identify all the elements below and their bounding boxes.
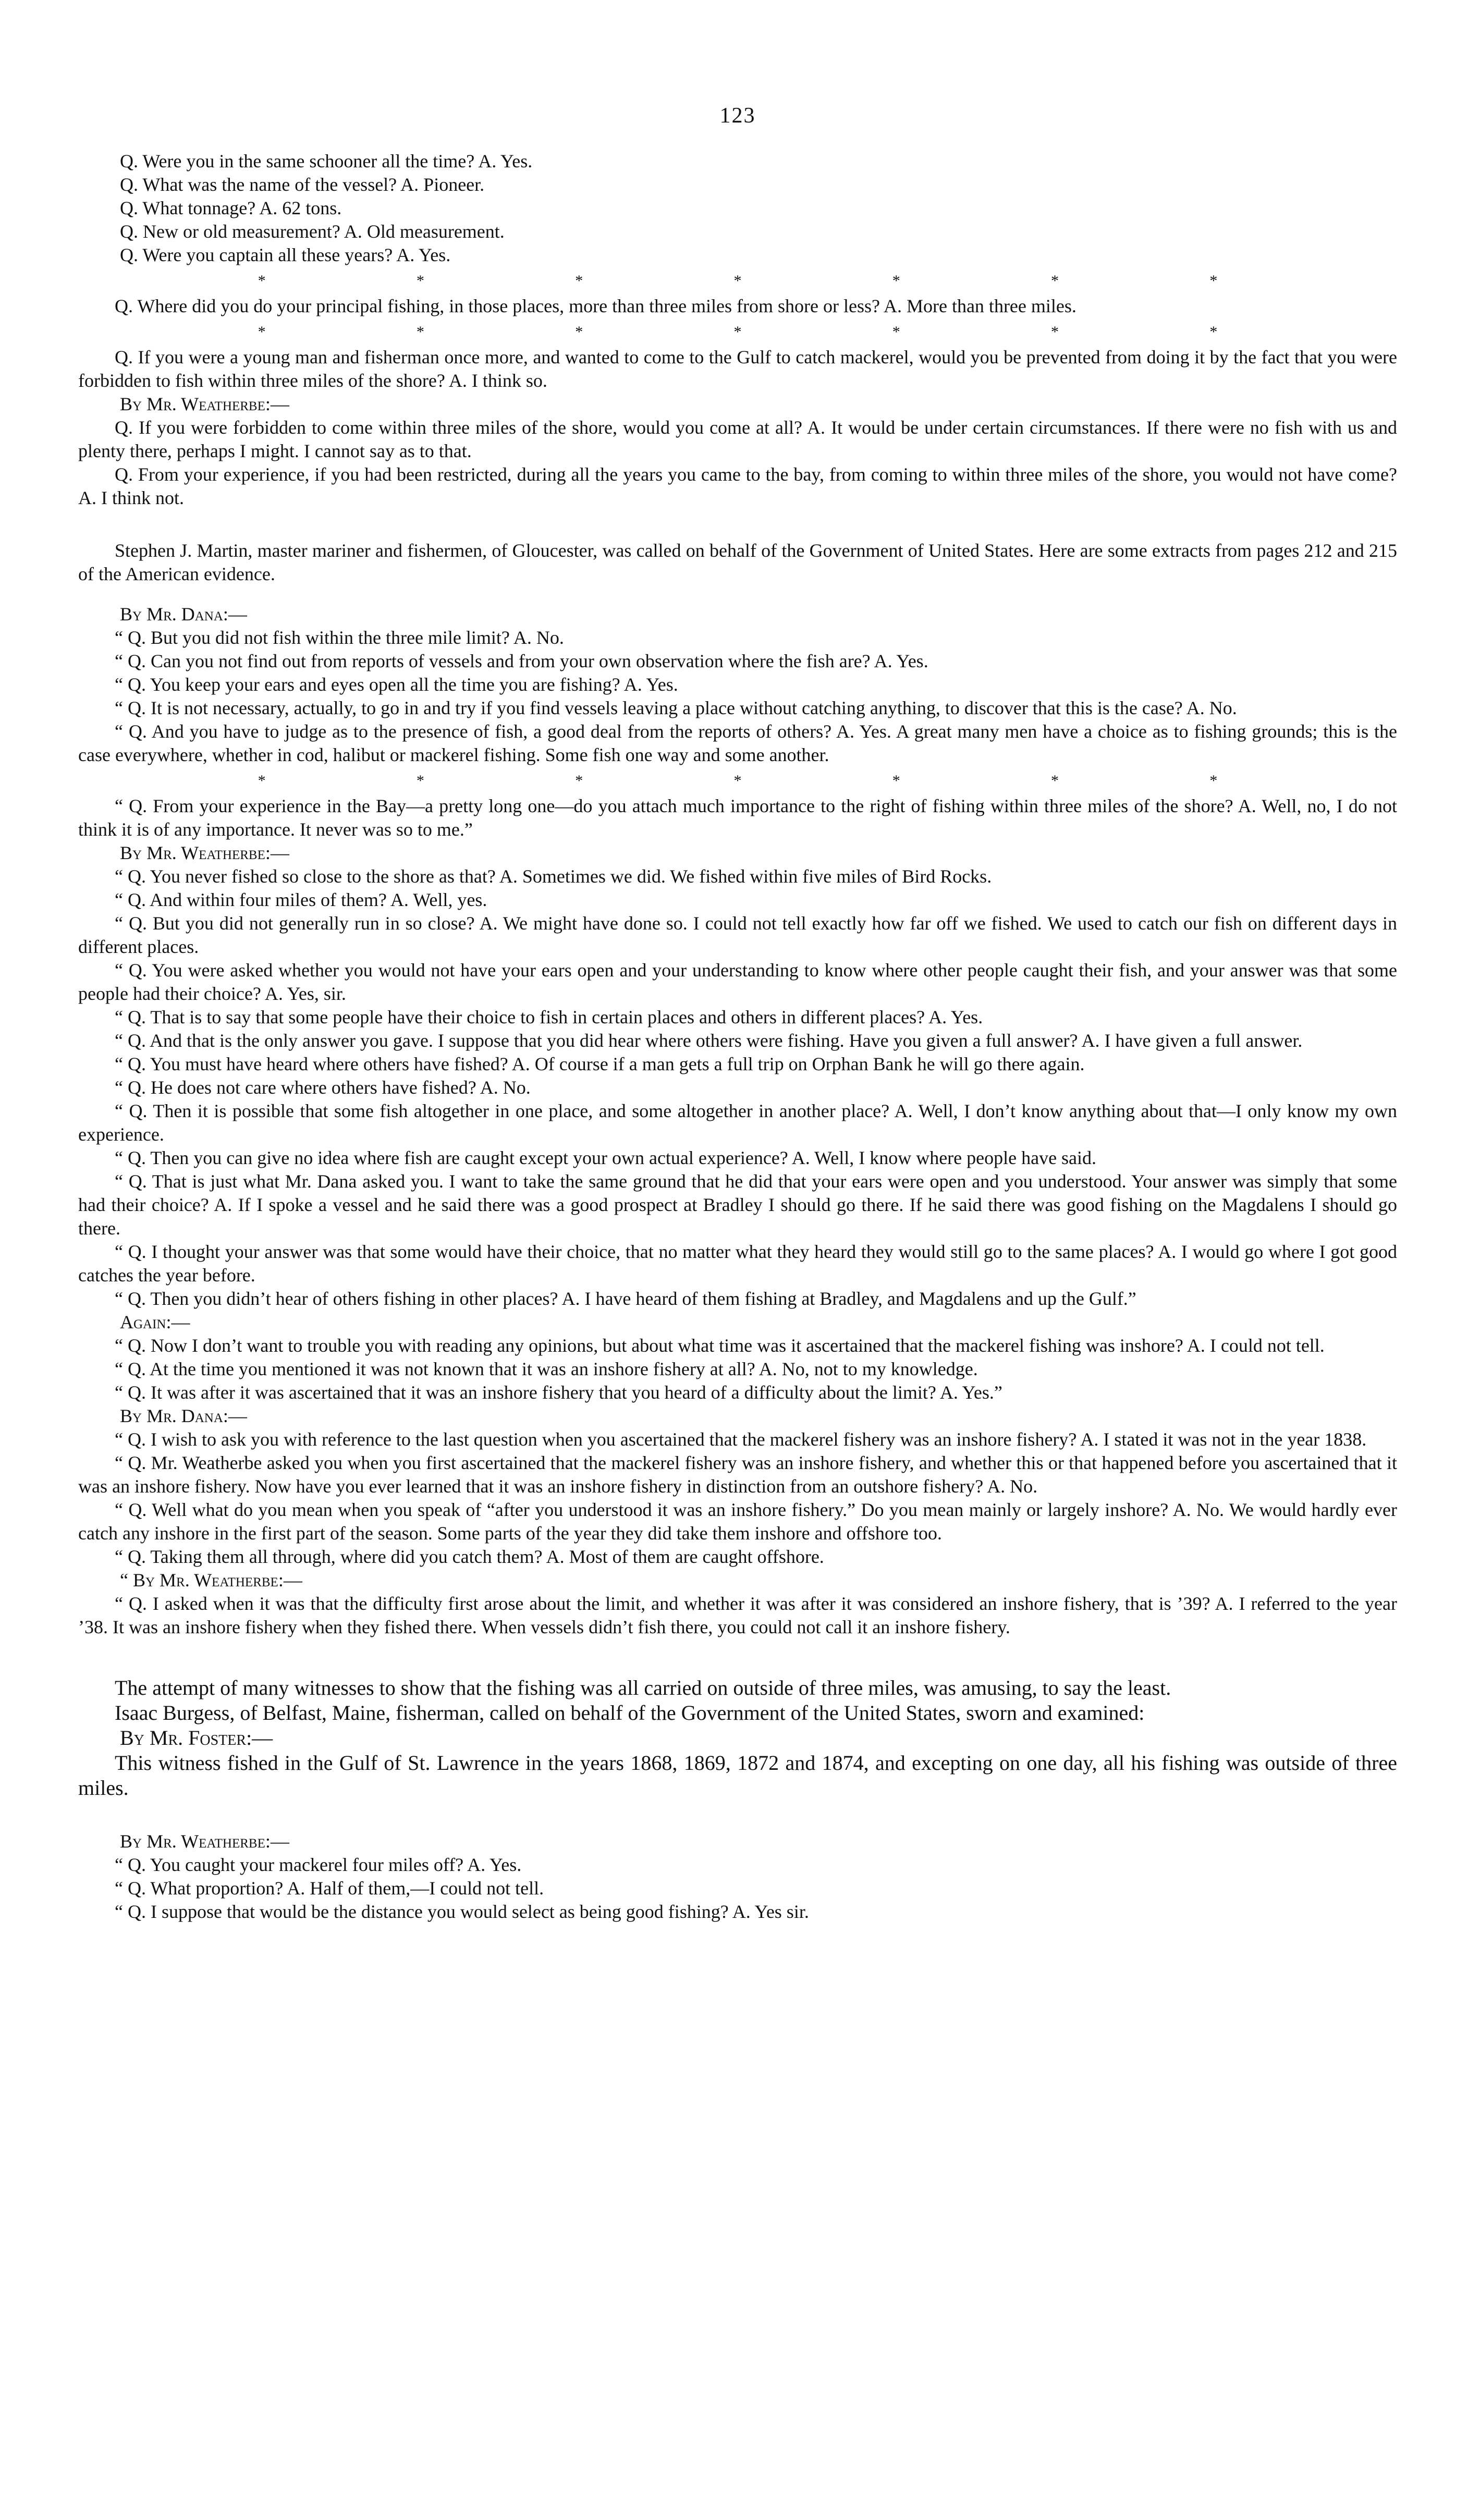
asterisk: * xyxy=(575,272,583,289)
closing-paragraph: The attempt of many witnesses to show that the fishing was all carried on outside of three miles, was amusing, to say the least. xyxy=(115,1676,1171,1699)
quoted-qa: “ Q. You were asked whether you would not have your ears open and your understanding to know where other people caught their fish, and your answer was that some people had their choice? A. Yes, sir. xyxy=(78,960,1397,1004)
qa-line: Q. What was the name of the vessel? A. Pioneer. xyxy=(120,174,485,195)
qa-block-final xyxy=(78,1830,1397,1924)
asterisk-separator xyxy=(78,269,1397,292)
asterisk: * xyxy=(258,323,266,340)
quoted-qa: “ Q. And within four miles of them? A. Well, yes. xyxy=(115,889,487,910)
quoted-qa: “ Q. What proportion? A. Half of them,—I could not tell. xyxy=(115,1878,544,1899)
asterisk: * xyxy=(258,272,266,289)
asterisk: * xyxy=(733,772,742,789)
quoted-qa: “ Q. I suppose that would be the distance you would select as being good fishing? A. Yes sir. xyxy=(115,1901,809,1922)
quoted-qa: “ Q. But you did not generally run in so close? A. We might have done so. I could not tell exactly how far off we fished. We used to catch our fish on different days in different places. xyxy=(78,913,1397,957)
closing-block xyxy=(78,1675,1397,1801)
asterisk: * xyxy=(575,772,583,789)
quoted-qa: “ Q. I wish to ask you with reference to the last question when you ascertained that the mackerel fishery was an inshore fishery? A. I stated it was not in the year 1838. xyxy=(115,1429,1367,1450)
quoted-qa: “ Q. He does not care where others have fished? A. No. xyxy=(115,1077,531,1098)
quoted-qa: “ Q. I thought your answer was that some would have their choice, that no matter what they heard they would still go to the same places? A. I would go where I got good catches the year before. xyxy=(78,1241,1397,1286)
asterisk: * xyxy=(258,772,266,789)
quoted-qa: “ Q. That is to say that some people have their choice to fish in certain places and others in different places? A. Yes. xyxy=(115,1007,983,1027)
asterisk-separator xyxy=(78,769,1397,792)
speaker-heading: By Mr. Weatherbe:— xyxy=(120,842,289,863)
speaker-heading: By Mr. Weatherbe:— xyxy=(120,1831,289,1852)
quoted-qa: “ Q. Then you didn’t hear of others fishing in other places? A. I have heard of them fishing at Bradley, and Magdalens and up the Gulf.” xyxy=(115,1288,1136,1309)
asterisk: * xyxy=(733,323,742,340)
quoted-qa: “ Q. Mr. Weatherbe asked you when you first ascertained that the mackerel fishery was an inshore fishery, and whether this or that happened before you ascertained that it was an inshore fishery. Now have you ever learned that it was an inshore fishery in distinction from an outshore fishery? A. No. xyxy=(78,1452,1397,1497)
qa-block-3 xyxy=(78,346,1397,510)
qa-block-weatherbe xyxy=(78,794,1397,1639)
quoted-qa: “ Q. And you have to judge as to the presence of fish, a good deal from the reports of others? A. Yes. A great many men have a choice as to fishing grounds; this is the case everywhere, whether in cod, halibut or mackerel fishing. Some fish one way and some another. xyxy=(78,721,1397,765)
asterisk: * xyxy=(1051,272,1059,289)
speaker-heading: “ By Mr. Weatherbe:— xyxy=(120,1570,302,1591)
quoted-qa: “ Q. From your experience in the Bay—a pretty long one—do you attach much importance to the right of fishing within three miles of the shore? A. Well, no, I do not think it is of any importance. It never was so to me.” xyxy=(78,796,1397,840)
speaker-heading: By Mr. Weatherbe:— xyxy=(120,394,289,414)
qa-line: Q. Were you in the same schooner all the time? A. Yes. xyxy=(120,151,533,172)
burgess-intro-paragraph: Isaac Burgess, of Belfast, Maine, fisherman, called on behalf of the Government of the United States, sworn and examined: xyxy=(115,1701,1145,1724)
quoted-qa: “ Q. Then it is possible that some fish altogether in one place, and some altogether in another place? A. Well, I don’t know anything about that—I only know my own experience. xyxy=(78,1100,1397,1145)
quoted-qa: “ Q. You must have heard where others have fished? A. Of course if a man gets a full trip on Orphan Bank he will go there again. xyxy=(115,1054,1085,1074)
quoted-qa: “ Q. At the time you mentioned it was not known that it was an inshore fishery at all? A. No, not to my knowledge. xyxy=(115,1359,978,1379)
asterisk: * xyxy=(1209,272,1218,289)
asterisk: * xyxy=(733,272,742,289)
quoted-qa: “ Q. Well what do you mean when you speak of “after you understood it was an inshore fishery.” Do you mean mainly or largely inshore? A. No. We would hardly ever catch any inshore in the first part of the season. Some parts of the year they did take them inshore and offshore too. xyxy=(78,1499,1397,1544)
quoted-qa: “ Q. You caught your mackerel four miles off? A. Yes. xyxy=(115,1854,522,1875)
quoted-qa: “ Q. It is not necessary, actually, to go in and try if you find vessels leaving a place without catching anything, to discover that this is the case? A. No. xyxy=(115,698,1237,718)
speaker-heading: By Mr. Foster:— xyxy=(120,1726,273,1750)
quoted-qa: “ Q. And that is the only answer you gave. I suppose that you did hear where others were fishing. Have you given a full answer? A. I have given a full answer. xyxy=(115,1030,1303,1051)
qa-paragraph: Q. From your experience, if you had been restricted, during all the years you came to the bay, from coming to within three miles of the shore, you would not have come? A. I think not. xyxy=(78,464,1397,508)
document-page xyxy=(78,104,1397,1924)
quoted-qa: “ Q. Taking them all through, where did you catch them? A. Most of them are caught offshore. xyxy=(115,1546,824,1567)
quoted-qa: “ Q. You never fished so close to the shore as that? A. Sometimes we did. We fished within five miles of Bird Rocks. xyxy=(115,866,992,887)
asterisk: * xyxy=(892,272,900,289)
qa-block-dana xyxy=(78,603,1397,767)
asterisk: * xyxy=(416,272,424,289)
asterisk: * xyxy=(892,323,900,340)
asterisk: * xyxy=(1209,323,1218,340)
quoted-qa: “ Q. You keep your ears and eyes open all the time you are fishing? A. Yes. xyxy=(115,674,678,695)
quoted-qa: “ Q. Can you not find out from reports of vessels and from your own observation where the fish are? A. Yes. xyxy=(115,651,928,671)
qa-paragraph: Q. Where did you do your principal fishing, in those places, more than three miles from shore or less? A. More than three miles. xyxy=(115,296,1076,316)
qa-block-1 xyxy=(78,150,1397,267)
qa-paragraph: Q. If you were a young man and fisherman once more, and wanted to come to the Gulf to catch mackerel, would you be prevented from doing it by the fact that you were forbidden to fish within three miles of the shore? A. I think so. xyxy=(78,347,1397,391)
asterisk: * xyxy=(1051,323,1059,340)
qa-paragraph: Q. If you were forbidden to come within three miles of the shore, would you come at all? A. It would be under certain circumstances. If there were no fish with us and plenty there, perhaps I might. I cannot say as to that. xyxy=(78,417,1397,461)
speaker-heading: By Mr. Dana:— xyxy=(120,604,247,625)
asterisk: * xyxy=(575,323,583,340)
asterisk: * xyxy=(416,323,424,340)
qa-line: Q. New or old measurement? A. Old measurement. xyxy=(120,221,505,242)
page-number: 123 xyxy=(719,104,756,128)
qa-line: Q. What tonnage? A. 62 tons. xyxy=(120,198,342,218)
speaker-heading: Again:— xyxy=(120,1312,190,1332)
summary-paragraph: This witness fished in the Gulf of St. Lawrence in the years 1868, 1869, 1872 and 1874, and excepting on one day, all his fishing was outside of three miles. xyxy=(78,1751,1397,1800)
martin-intro-paragraph: Stephen J. Martin, master mariner and fishermen, of Gloucester, was called on behalf of the Government of United States. Here are some extracts from pages 212 and 215 of the American evidence. xyxy=(78,540,1397,584)
asterisk: * xyxy=(892,772,900,789)
quoted-qa: “ Q. Then you can give no idea where fish are caught except your own actual experience? A. Well, I know where people have said. xyxy=(115,1147,1097,1168)
quoted-qa: “ Q. But you did not fish within the three mile limit? A. No. xyxy=(115,627,564,648)
asterisk-separator xyxy=(78,320,1397,344)
quoted-qa: “ Q. Now I don’t want to trouble you with reading any opinions, but about what time was it ascertained that the mackerel fishing was inshore? A. I could not tell. xyxy=(115,1335,1325,1356)
quoted-qa: “ Q. I asked when it was that the difficulty first arose about the limit, and whether it was after it was considered an inshore fishery, that is ’39? A. I referred to the year ’38. It was an inshore fishery when they fished there. When vessels didn’t fish there, you could not call it an inshore fishery. xyxy=(78,1593,1397,1637)
asterisk: * xyxy=(1209,772,1218,789)
asterisk: * xyxy=(1051,772,1059,789)
quoted-qa: “ Q. It was after it was ascertained that it was an inshore fishery that you heard of a difficulty about the limit? A. Yes.” xyxy=(115,1382,1002,1403)
qa-line: Q. Were you captain all these years? A. Yes. xyxy=(120,244,451,265)
speaker-heading: By Mr. Dana:— xyxy=(120,1405,247,1426)
quoted-qa: “ Q. That is just what Mr. Dana asked you. I want to take the same ground that he did that your ears were open and you understood. Your answer was simply that some had their choice? A. If I spoke a vessel and he said there was a good prospect at Bradley I should go there. If he said there was good fishing on the Magdalens I should go there. xyxy=(78,1171,1397,1239)
asterisk: * xyxy=(416,772,424,789)
